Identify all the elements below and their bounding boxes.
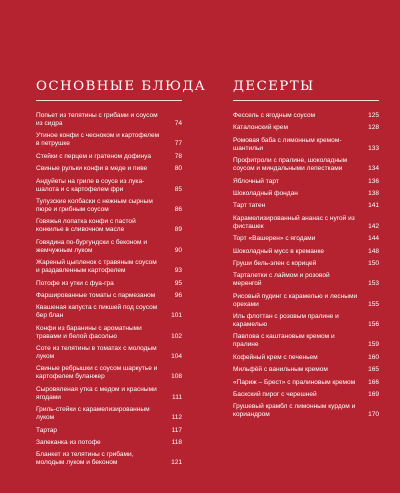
toc-entry-title: Тартар	[36, 426, 58, 434]
toc-entry-page: 96	[174, 291, 182, 299]
toc-entry	[36, 153, 182, 161]
toc-entry-title: Профитроли с пралине, шоколадным соусом и миндальными лепестками	[233, 157, 348, 173]
toc-entry-page: 78	[174, 152, 182, 160]
toc-entry	[36, 112, 182, 128]
toc-entry-page: 153	[368, 280, 379, 288]
toc-entry-title: Сыровяленая утка с медом и красными ягодами	[36, 385, 157, 401]
toc-entry	[36, 132, 182, 148]
toc-entry-page: 121	[171, 459, 182, 467]
toc-entry-title: Тарталетки с лаймом и розовой меренгой	[233, 272, 330, 288]
toc-entry	[36, 345, 182, 361]
toc-entry	[36, 451, 182, 467]
toc-entry-title: Фессель с ягодным соусом	[233, 112, 316, 119]
toc-entry-page: 165	[368, 366, 379, 374]
toc-entry	[233, 202, 379, 210]
toc-entry-title: Грушевый крамбл с лимонным курдом и кориандром	[233, 403, 356, 419]
toc-entry	[233, 190, 379, 198]
toc-entry-title: Стейки с перцем и гратеном дофинуа	[36, 152, 151, 160]
toc-entry	[233, 366, 379, 374]
toc-entry	[233, 293, 379, 309]
toc-entry-page: 169	[368, 391, 379, 399]
toc-entry	[233, 354, 379, 362]
toc-entry-title: Свиные ребрышки с соусом шаркутье и картофелем буланжер	[36, 365, 158, 381]
desserts-list	[233, 112, 379, 424]
toc-entry	[36, 386, 182, 402]
toc-entry-title: Андуйеты на гриле в соусе из лука-шалота и с картофелем фри	[36, 177, 145, 193]
toc-entry-page: 86	[174, 205, 182, 213]
toc-entry-title: Жареный цыпленок с травяным соусом и раздавленным картофелем	[36, 259, 157, 275]
toc-entry-page: 150	[368, 259, 379, 267]
toc-entry-page: 134	[368, 165, 379, 173]
toc-entry	[233, 391, 379, 399]
toc-entry-page: 128	[368, 124, 379, 132]
toc-entry	[233, 157, 379, 173]
toc-entry-title: Утиное конфи с чесноком и картофелем в петрушке	[36, 132, 160, 148]
toc-entry	[233, 379, 379, 387]
toc-entry	[233, 403, 379, 419]
toc-entry-title: «Париж – Брест» с пралиновым кремом	[233, 378, 356, 386]
toc-entry-title: Иль флоттан с розовым пралине и карамелью	[233, 313, 339, 329]
toc-entry-title: Говядина по-бургундски с беконом и жемчужным луком	[36, 238, 147, 254]
toc-entry-page: 89	[174, 226, 182, 234]
toc-entry	[233, 248, 379, 256]
toc-entry-page: 101	[171, 312, 182, 320]
toc-entry	[233, 124, 379, 132]
toc-entry-page: 85	[174, 185, 182, 193]
toc-entry-title: Соте из телятины в томатах с молодым луком	[36, 345, 157, 361]
toc-entry-page: 160	[368, 353, 379, 361]
desserts-heading: ДЕСЕРТЫ	[233, 79, 315, 94]
main-dishes-divider	[36, 100, 182, 101]
toc-entry-title: Ромовая баба с лимонным кремом-шантильи	[233, 136, 342, 152]
toc-entry-page: 125	[368, 112, 379, 119]
toc-entry-title: Потофе из утки с фуа-гра	[36, 279, 114, 287]
toc-entry-title: Тулузские колбаски с нежным сырным пюре и грибным соусом	[36, 197, 153, 213]
main-dishes-list	[36, 112, 182, 472]
toc-entry	[36, 427, 182, 435]
toc-entry-page: 108	[171, 373, 182, 381]
toc-entry-title: Запеканка из потофе	[36, 439, 101, 447]
toc-entry	[36, 259, 182, 275]
toc-entry-title: Карамелизированный ананас с нугой из фисташек	[233, 214, 355, 230]
toc-entry-page: 148	[368, 247, 379, 255]
toc-entry	[36, 325, 182, 341]
toc-entry-page: 104	[171, 353, 182, 361]
toc-entry-title: Квашеная капуста с пикшей под соусом бер блан	[36, 304, 158, 320]
toc-entry-page: 112	[171, 414, 182, 422]
toc-entry-page: 159	[368, 341, 379, 349]
toc-entry-page: 133	[368, 144, 379, 152]
toc-entry-page: 102	[171, 332, 182, 340]
toc-entry	[36, 198, 182, 214]
toc-entry-title: Бланкет из телятины с грибами, молодым луком и беконом	[36, 451, 134, 467]
toc-entry-title: Гриль-стейки с карамелизированным луком	[36, 406, 150, 422]
toc-entry	[233, 235, 379, 243]
toc-entry	[233, 260, 379, 268]
toc-entry-page: 90	[174, 246, 182, 254]
toc-entry-title: Фаршированные томаты с пармезаном	[36, 291, 156, 299]
toc-entry	[36, 280, 182, 288]
toc-entry-page: 138	[368, 189, 379, 197]
toc-entry	[36, 239, 182, 255]
toc-entry-page: 77	[174, 140, 182, 148]
toc-entry-title: Кофейный крем с печеньем	[233, 353, 318, 361]
toc-entry	[233, 313, 379, 329]
toc-entry-title: Конфи из баранины с ароматными травами и белой фасолью	[36, 324, 142, 340]
toc-entry-title: Говяжья лопатка конфи с пастой конкилье в сливочном масле	[36, 218, 136, 234]
toc-entry-page: 142	[368, 222, 379, 230]
toc-entry-page: 170	[368, 411, 379, 419]
main-dishes-heading: ОСНОВНЫЕ БЛЮДА	[36, 79, 207, 94]
toc-entry-title: Тарт татен	[233, 202, 266, 210]
toc-entry	[233, 178, 379, 186]
toc-entry-title: Мильфёй с ванильным кремом	[233, 366, 328, 374]
toc-entry	[233, 137, 379, 153]
toc-entry-page: 93	[174, 267, 182, 275]
toc-entry-page: 117	[171, 426, 182, 434]
toc-entry	[233, 112, 379, 120]
toc-entry-page: 80	[174, 165, 182, 173]
toc-entry-page: 144	[368, 235, 379, 243]
toc-entry	[36, 165, 182, 173]
toc-entry-title: Торт «Вашерен» с ягодами	[233, 235, 316, 243]
toc-entry-page: 166	[368, 378, 379, 386]
toc-entry-page: 118	[171, 439, 182, 447]
toc-entry-title: Яблочный тарт	[233, 177, 279, 185]
toc-entry-page: 74	[174, 120, 182, 127]
toc-entry	[36, 439, 182, 447]
toc-entry-title: Свиные рульки конфи в меде и пиве	[36, 165, 148, 173]
toc-entry-page: 155	[368, 300, 379, 308]
toc-entry	[233, 333, 379, 349]
toc-entry-title: Груши бель-элен с корицей	[233, 259, 317, 267]
toc-entry	[36, 218, 182, 234]
toc-entry	[36, 304, 182, 320]
toc-entry-page: 111	[172, 393, 182, 401]
toc-entry-title: Павлова с каштановым кремом и пралине	[233, 333, 335, 349]
toc-entry-page: 95	[174, 279, 182, 287]
toc-entry-page: 136	[368, 177, 379, 185]
toc-entry-title: Баскский пирог с черешней	[233, 391, 317, 399]
toc-entry-title: Рисовый пудинг с карамелью и лесными орехами	[233, 292, 358, 308]
toc-entry-title: Каталонский крем	[233, 124, 288, 132]
toc-entry	[36, 292, 182, 300]
toc-entry-title: Шоколадный фондан	[233, 189, 298, 197]
toc-entry	[36, 365, 182, 381]
toc-entry-title: Шоколадный мусс в креманке	[233, 247, 325, 255]
toc-entry-page: 156	[368, 321, 379, 329]
toc-entry	[233, 215, 379, 231]
toc-entry-page: 141	[368, 202, 379, 210]
desserts-divider	[233, 100, 379, 101]
toc-entry-title: Попьет из телятины с грибами и соусом из сидра	[36, 112, 158, 127]
toc-entry	[233, 272, 379, 288]
toc-entry	[36, 178, 182, 194]
toc-entry	[36, 406, 182, 422]
